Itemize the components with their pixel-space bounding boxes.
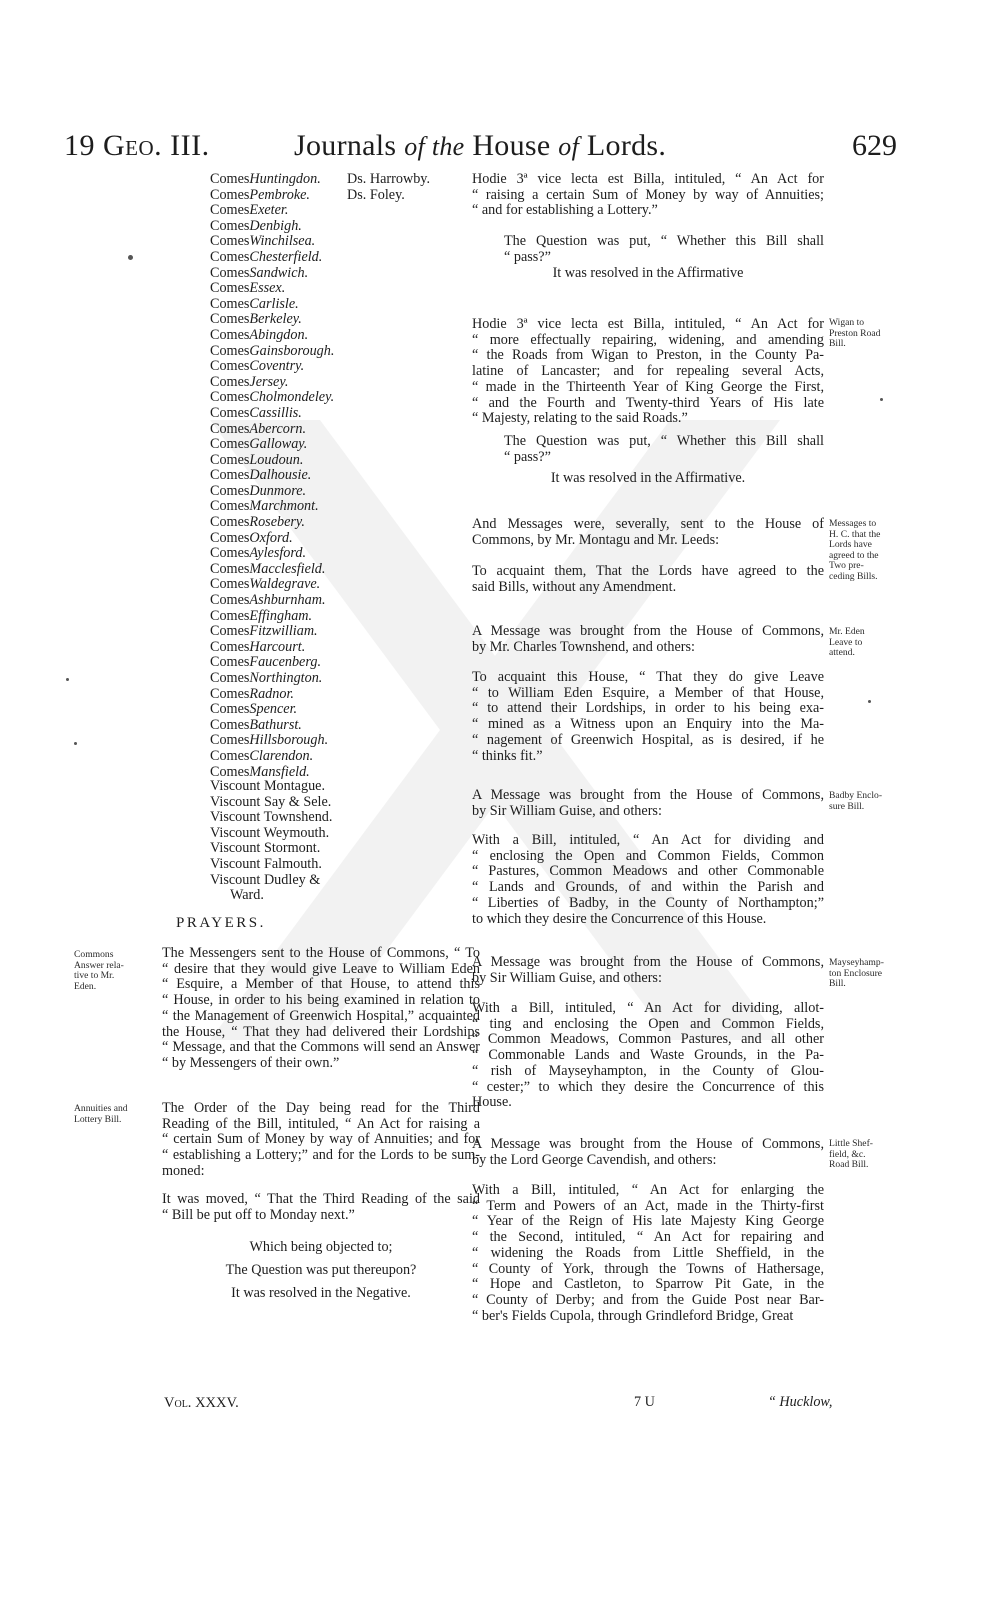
peer-name: Rosebery. bbox=[249, 514, 305, 531]
sheffield-bill-paragraph bbox=[472, 1183, 824, 1324]
peer-name: Montague. bbox=[263, 778, 326, 794]
peer-name: Ashburnham. bbox=[249, 592, 326, 609]
text-line: Preston Road bbox=[829, 327, 881, 339]
peer-name: Fitzwilliam. bbox=[249, 623, 318, 640]
text-line: The Order of the Day being read for the Third bbox=[162, 1100, 480, 1116]
text-line: agreed to the bbox=[829, 549, 879, 561]
text-line: “ Pastures, Common Meadows and other Commonable bbox=[472, 863, 824, 880]
peer-name: Aylesford. bbox=[249, 545, 307, 562]
peer-name: Abercorn. bbox=[249, 420, 307, 437]
signature-mark: 7 U bbox=[634, 1394, 655, 1410]
to-acquaint-paragraph bbox=[472, 564, 824, 595]
peer-name: Stormont. bbox=[263, 840, 321, 857]
peer-name: Carlisle. bbox=[249, 295, 299, 312]
text-line: by Sir William Guise, and others: bbox=[472, 802, 662, 819]
mays-bill-paragraph bbox=[472, 1001, 824, 1111]
text-line: Eden. bbox=[74, 980, 97, 992]
margin-note-badby bbox=[829, 791, 882, 812]
peer-rank: Viscount bbox=[210, 778, 264, 794]
earl-entry bbox=[210, 328, 334, 344]
text-line: To acquaint them, That the Lords have agreed to the bbox=[472, 563, 824, 579]
text-line: moned: bbox=[162, 1162, 205, 1179]
text-line: Mr. Eden bbox=[829, 626, 865, 637]
text-line: A Message was brought from the House of Commons, bbox=[472, 787, 824, 803]
text-line: “ to attend their Lordships, in order to his being exa- bbox=[472, 700, 824, 717]
question-thereupon-line: The Question was put thereupon? bbox=[225, 1262, 417, 1278]
text-line: Two pre- bbox=[829, 560, 864, 572]
text-line: With a Bill, intituled, “ An Act for dividing, allot- bbox=[472, 1000, 824, 1016]
earl-entry bbox=[210, 640, 334, 656]
earl-entry bbox=[210, 655, 334, 671]
text-line: Annuities and bbox=[74, 1103, 128, 1114]
text-line: Hodie 3ª vice lecta est Billa, intituled, “ An Act for bbox=[472, 316, 824, 332]
peer-rank: Comes bbox=[210, 654, 250, 671]
text-line: “ widening the Roads from Little Sheffield, in the bbox=[472, 1244, 824, 1261]
text-line: “ rish of Mayseyhampton, in the County of Glou- bbox=[472, 1062, 824, 1079]
peer-name: Townshend. bbox=[263, 809, 333, 826]
text-line: ceding Bills. bbox=[829, 570, 878, 582]
question-pass-2 bbox=[504, 434, 824, 465]
text-line: “ cester;” to which they desire the Concurrence of this bbox=[472, 1078, 824, 1095]
text-line: The Messengers sent to the House of Commons, “ To bbox=[162, 945, 480, 961]
earl-entry bbox=[210, 250, 334, 266]
peer-rank: Comes bbox=[210, 576, 250, 593]
text-line: “ to William Eden Esquire, a Member of that House, bbox=[472, 684, 824, 701]
text-line: “ Majesty, relating to the said Roads.” bbox=[472, 410, 688, 427]
text-line: “ the Management of Greenwich Hospital,” acquainted bbox=[162, 1007, 480, 1024]
peer-name: Coventry. bbox=[249, 358, 305, 375]
peer-rank: Comes bbox=[210, 404, 250, 421]
header-title: Journals of the House of Lords. bbox=[294, 129, 667, 162]
text-line: “ ting and enclosing the Open and Common Fields, bbox=[472, 1015, 824, 1032]
text-line: Bill. bbox=[829, 338, 846, 350]
peer-rank: Comes bbox=[210, 248, 250, 265]
message-sheffield-paragraph bbox=[472, 1137, 824, 1168]
viscount-entry-continued bbox=[210, 888, 332, 904]
text-line: by the Lord George Cavendish, and others: bbox=[472, 1151, 717, 1168]
message-eden-paragraph bbox=[472, 624, 824, 655]
earl-entry bbox=[210, 562, 334, 578]
text-line: Leave to bbox=[829, 636, 863, 648]
earl-entry bbox=[210, 281, 334, 297]
text-line: “ made in the Thirteenth Year of King George the First, bbox=[472, 378, 824, 395]
text-line: A Message was brought from the House of Commons, bbox=[472, 623, 824, 639]
viscount-entry bbox=[210, 826, 332, 842]
earl-entry bbox=[210, 515, 334, 531]
peer-name: Marchmont. bbox=[249, 498, 319, 515]
peer-rank: Viscount bbox=[210, 824, 264, 841]
peer-name: Essex. bbox=[249, 280, 286, 297]
earl-entry bbox=[210, 390, 334, 406]
text-line: Road Bill. bbox=[829, 1159, 869, 1171]
peer-name: Cholmondeley. bbox=[249, 389, 335, 406]
volume-label: Vol. XXXV. bbox=[164, 1395, 239, 1411]
earl-entry bbox=[210, 671, 334, 687]
margin-note-sheffield bbox=[829, 1139, 873, 1171]
ink-speck bbox=[74, 742, 77, 745]
margin-note-wigan bbox=[829, 318, 880, 350]
peer-rank: Comes bbox=[210, 685, 250, 702]
peer-name: Northington. bbox=[249, 670, 323, 686]
text-line: “ Commonable Lands and Waste Grounds, in the Pa- bbox=[472, 1047, 824, 1064]
peer-name: Clarendon. bbox=[249, 747, 314, 764]
text-line: “ and the Fourth and Twenty-third Years of His late bbox=[472, 394, 824, 411]
text-line: It was moved, “ That the Third Reading of the said bbox=[162, 1191, 480, 1207]
text-line: Commons, by Mr. Montagu and Mr. Leeds: bbox=[472, 531, 720, 548]
text-line: The Question was put, “ Whether this Bill shall bbox=[504, 433, 824, 449]
peer-rank: Comes bbox=[210, 529, 250, 546]
text-line: “ establishing a Lottery;” and for the Lords to be sum- bbox=[162, 1147, 480, 1164]
earl-entry bbox=[210, 188, 334, 204]
text-line: “ pass?” bbox=[504, 448, 551, 465]
peer-name: Macclesfield. bbox=[249, 560, 326, 577]
peer-rank: Comes bbox=[210, 732, 250, 749]
peer-rank: Comes bbox=[210, 716, 250, 733]
commons-answer-paragraph bbox=[162, 946, 480, 1072]
ink-speck bbox=[128, 255, 133, 260]
text-line: ton Enclosure bbox=[829, 967, 883, 979]
text-line: “ Bill be put off to Monday next.” bbox=[162, 1206, 355, 1223]
peer-rank: Comes bbox=[210, 342, 250, 359]
page-number: 629 bbox=[852, 129, 897, 162]
text-line: “ Common Meadows, Common Pastures, and all other bbox=[472, 1031, 824, 1048]
earl-entry bbox=[210, 375, 334, 391]
text-line: said Bills, without any Amendment. bbox=[472, 578, 677, 595]
margin-note-messages bbox=[829, 519, 880, 583]
text-line: “ certain Sum of Money by way of Annuities; and for bbox=[162, 1131, 480, 1148]
peer-rank: Comes bbox=[210, 482, 250, 499]
earl-entry bbox=[210, 344, 334, 360]
text-line: sure Bill. bbox=[829, 800, 865, 812]
peer-name: Hillsborough. bbox=[249, 732, 329, 749]
text-line: field, &c. bbox=[829, 1148, 866, 1160]
earl-entry bbox=[210, 437, 334, 453]
text-line: “ House, in order to his being examined in relation to bbox=[162, 992, 480, 1009]
earl-entry bbox=[210, 531, 334, 547]
barons-list bbox=[347, 172, 430, 203]
text-line: tive to Mr. bbox=[74, 970, 115, 982]
peer-rank: Comes bbox=[210, 233, 250, 250]
earl-entry bbox=[210, 546, 334, 562]
text-line: “ Message, and that the Commons will send an Answer bbox=[162, 1039, 480, 1056]
text-line: “ Liberties of Badby, in the County of Northampton;” bbox=[472, 894, 824, 911]
peer-rank: Viscount bbox=[210, 793, 264, 810]
peer-name-continued: Ward. bbox=[230, 887, 264, 904]
peer-name: Dudley & bbox=[263, 871, 321, 888]
question-pass-1 bbox=[504, 234, 824, 265]
peer-name: Chesterfield. bbox=[249, 248, 323, 265]
peer-name: Radnor. bbox=[249, 685, 294, 702]
peer-rank: Comes bbox=[210, 763, 250, 780]
text-line: A Message was brought from the House of Commons, bbox=[472, 1136, 824, 1152]
eden-leave-paragraph bbox=[472, 670, 824, 764]
earl-entry bbox=[210, 609, 334, 625]
earl-entry bbox=[210, 172, 334, 188]
peer-rank: Comes bbox=[210, 592, 250, 609]
peer-name: Dunmore. bbox=[249, 482, 307, 499]
text-line: “ more effectually repairing, widening, and amending bbox=[472, 331, 824, 348]
peer-rank: Comes bbox=[210, 358, 250, 375]
peer-name: Berkeley. bbox=[249, 311, 302, 328]
text-line: “ County of York, through the Towns of Hathersage, bbox=[472, 1260, 824, 1277]
text-line: Messages to bbox=[829, 518, 877, 529]
text-line: Little Shef- bbox=[829, 1138, 873, 1149]
peer-rank: Comes bbox=[210, 747, 250, 764]
text-line: Commons bbox=[74, 949, 114, 960]
peer-name: Falmouth. bbox=[263, 855, 322, 872]
margin-note-mays bbox=[829, 958, 884, 990]
earl-entry bbox=[210, 297, 334, 313]
peer-name: Effingham. bbox=[249, 607, 313, 624]
peer-name: Loudoun. bbox=[249, 451, 304, 468]
text-line: Badby Enclo- bbox=[829, 790, 883, 801]
message-mays-paragraph bbox=[472, 955, 824, 986]
text-line: Mayseyhamp- bbox=[829, 957, 884, 968]
message-badby-paragraph bbox=[472, 788, 824, 819]
peer-name: Spencer. bbox=[249, 701, 298, 718]
wigan-third-reading bbox=[472, 317, 824, 427]
catchword: “ Hucklow, bbox=[768, 1394, 833, 1410]
text-line: “ Esquire, a Member of that House, to attend this bbox=[162, 976, 480, 993]
earl-entry bbox=[210, 219, 334, 235]
peer-rank: Viscount bbox=[210, 871, 264, 888]
peer-name: Dalhousie. bbox=[249, 467, 312, 484]
earl-entry bbox=[210, 468, 334, 484]
peer-rank: Comes bbox=[210, 280, 250, 297]
earl-entry bbox=[210, 687, 334, 703]
earl-entry bbox=[210, 312, 334, 328]
text-line: House. bbox=[472, 1094, 512, 1111]
text-line: “ Hope and Castleton, to Sparrow Pit Gate, in the bbox=[472, 1276, 824, 1293]
peer-name: Weymouth. bbox=[263, 824, 330, 841]
text-line: “ nagement of Greenwich Hospital, as is desired, if he bbox=[472, 731, 824, 748]
text-line: “ raising a certain Sum of Money by way of Annuities; bbox=[472, 186, 824, 203]
text-line: “ the Roads from Wigan to Preston, in the County Pa- bbox=[472, 347, 824, 364]
resolved-affirmative-1: It was resolved in the Affirmative bbox=[552, 265, 744, 281]
peer-name: Mansfield. bbox=[249, 763, 310, 780]
peer-rank: Viscount bbox=[210, 840, 264, 857]
text-line: attend. bbox=[829, 647, 855, 659]
peer-rank: Comes bbox=[210, 373, 250, 390]
text-line: Bill. bbox=[829, 978, 846, 990]
peer-rank: Comes bbox=[210, 436, 250, 453]
peer-name: Cassillis. bbox=[249, 404, 302, 421]
text-line: “ the Second, intituled, “ An Act for repairing and bbox=[472, 1229, 824, 1246]
text-line: “ desire that they would give Leave to William Eden bbox=[162, 960, 480, 977]
moved-paragraph bbox=[162, 1192, 480, 1223]
prayers-heading: PRAYERS. bbox=[176, 915, 266, 931]
peer-name: Say & Sele. bbox=[263, 793, 332, 810]
text-line: “ ber's Fields Cupola, through Grindleford Bridge, Great bbox=[472, 1307, 794, 1324]
margin-note-eden bbox=[829, 627, 865, 659]
peer-name: Oxford. bbox=[249, 529, 293, 546]
peer-rank: Comes bbox=[210, 202, 250, 219]
text-line: “ Year of the Reign of His late Majesty King George bbox=[472, 1213, 824, 1230]
earl-entry bbox=[210, 453, 334, 469]
peer-rank: Comes bbox=[210, 545, 250, 562]
viscount-entry bbox=[210, 795, 332, 811]
peer-name: Bathurst. bbox=[249, 716, 302, 733]
peer-name: Gainsborough. bbox=[249, 342, 335, 359]
peer-rank: Comes bbox=[210, 295, 250, 312]
peer-rank: Comes bbox=[210, 514, 250, 531]
text-line: “ enclosing the Open and Common Fields, Common bbox=[472, 847, 824, 864]
viscount-entry bbox=[210, 873, 332, 889]
text-line: to which they desire the Concurrence of this House. bbox=[472, 910, 767, 927]
peer-rank: Comes bbox=[210, 326, 250, 343]
earl-entry bbox=[210, 484, 334, 500]
peer-rank: Comes bbox=[210, 467, 250, 484]
resolved-negative-line: It was resolved in the Negative. bbox=[231, 1285, 411, 1301]
peer-rank: Comes bbox=[210, 217, 250, 234]
baron-entry: Ds. Foley. bbox=[347, 186, 405, 203]
text-line: Hodie 3ª vice lecta est Billa, intituled, “ An Act for bbox=[472, 171, 824, 187]
earl-entry bbox=[210, 406, 334, 422]
earls-list bbox=[210, 172, 334, 780]
peer-name: Waldegrave. bbox=[249, 576, 321, 593]
text-line: Wigan to bbox=[829, 317, 865, 328]
peer-name: Pembroke. bbox=[249, 186, 310, 203]
peer-rank: Comes bbox=[210, 623, 250, 640]
baron-entry: Ds. Harrowby. bbox=[347, 171, 431, 187]
peer-name: Abingdon. bbox=[249, 326, 309, 343]
margin-note-annuities bbox=[74, 1104, 128, 1125]
earl-entry bbox=[210, 593, 334, 609]
peer-rank: Viscount bbox=[210, 855, 264, 872]
text-line: “ and for establishing a Lottery.” bbox=[472, 202, 658, 219]
viscount-entry bbox=[210, 857, 332, 873]
peer-name: Galloway. bbox=[249, 436, 308, 453]
lottery-third-reading bbox=[472, 172, 824, 219]
viscount-entry bbox=[210, 779, 332, 795]
text-line: by Sir William Guise, and others: bbox=[472, 969, 662, 986]
peer-name: Jersey. bbox=[249, 373, 289, 390]
earl-entry bbox=[210, 702, 334, 718]
earl-entry bbox=[210, 203, 334, 219]
peer-rank: Comes bbox=[210, 701, 250, 718]
earl-entry bbox=[210, 499, 334, 515]
text-line: “ thinks fit.” bbox=[472, 747, 543, 764]
earl-entry bbox=[210, 749, 334, 765]
ink-speck bbox=[66, 678, 69, 681]
peer-rank: Viscount bbox=[210, 809, 264, 826]
text-line: “ mined as a Witness upon an Enquiry into the Ma- bbox=[472, 716, 824, 733]
peer-rank: Comes bbox=[210, 638, 250, 655]
text-line: The Question was put, “ Whether this Bill shall bbox=[504, 233, 824, 249]
peer-rank: Comes bbox=[210, 451, 250, 468]
peer-name: Harcourt. bbox=[249, 638, 306, 655]
text-line: “ pass?” bbox=[504, 248, 551, 265]
badby-bill-paragraph bbox=[472, 833, 824, 927]
peer-name: Sandwich. bbox=[249, 264, 309, 281]
text-line: latine of Lancaster; and for repealing several Acts, bbox=[472, 363, 824, 380]
peer-rank: Comes bbox=[210, 498, 250, 515]
text-line: “ Term and Powers of an Act, made in the Thirty-first bbox=[472, 1197, 824, 1214]
peer-name: Faucenberg. bbox=[249, 654, 321, 671]
margin-note-commons-answer bbox=[74, 950, 124, 992]
text-line: Answer rela- bbox=[74, 959, 124, 971]
text-line: “ Lands and Grounds, of and within the Parish and bbox=[472, 879, 824, 896]
text-line: Lords have bbox=[829, 539, 872, 551]
peer-rank: Comes bbox=[210, 389, 250, 406]
earl-entry bbox=[210, 718, 334, 734]
earl-entry bbox=[210, 733, 334, 749]
text-line: With a Bill, intituled, “ An Act for dividing and bbox=[472, 832, 824, 848]
earl-entry bbox=[210, 422, 334, 438]
peer-rank: Comes bbox=[210, 607, 250, 624]
peer-rank: Comes bbox=[210, 311, 250, 328]
text-line: With a Bill, intituled, “ An Act for enlarging the bbox=[472, 1182, 824, 1198]
earl-entry bbox=[210, 577, 334, 593]
earl-entry bbox=[210, 359, 334, 375]
peer-rank: Comes bbox=[210, 171, 250, 187]
peer-rank: Comes bbox=[210, 560, 250, 577]
peer-rank: Comes bbox=[210, 420, 250, 437]
text-line: the House, “ That they had delivered their Lordships bbox=[162, 1023, 480, 1040]
earl-entry bbox=[210, 266, 334, 282]
text-line: And Messages were, severally, sent to the House of bbox=[472, 516, 824, 532]
earl-entry bbox=[210, 624, 334, 640]
viscounts-list bbox=[210, 779, 332, 904]
viscount-entry bbox=[210, 810, 332, 826]
objected-line: Which being objected to; bbox=[249, 1239, 393, 1255]
peer-name: Exeter. bbox=[249, 202, 289, 219]
viscount-entry bbox=[210, 841, 332, 857]
text-line: A Message was brought from the House of Commons, bbox=[472, 954, 824, 970]
text-line: Lottery Bill. bbox=[74, 1113, 122, 1125]
messages-sent-paragraph bbox=[472, 517, 824, 548]
ink-speck bbox=[868, 700, 871, 703]
text-line: by Mr. Charles Townshend, and others: bbox=[472, 638, 695, 655]
peer-name: Huntingdon. bbox=[249, 171, 321, 187]
resolved-affirmative-2: It was resolved in the Affirmative. bbox=[550, 470, 746, 486]
header-regnal-year: 19 Geo. III. bbox=[64, 129, 210, 162]
peer-rank: Comes bbox=[210, 670, 250, 686]
ink-speck bbox=[880, 398, 883, 401]
text-line: “ County of Derby; and from the Guide Post near Bar- bbox=[472, 1291, 824, 1308]
peer-rank: Comes bbox=[210, 264, 250, 281]
text-line: H. C. that the bbox=[829, 528, 881, 540]
text-line: “ by Messengers of their own.” bbox=[162, 1054, 340, 1071]
order-of-day-paragraph bbox=[162, 1101, 480, 1180]
peer-name: Winchilsea. bbox=[249, 233, 316, 250]
earl-entry bbox=[210, 234, 334, 250]
text-line: Reading of the Bill, intituled, “ An Act for raising a bbox=[162, 1115, 480, 1132]
peer-name: Denbigh. bbox=[249, 217, 302, 234]
text-line: To acquaint this House, “ That they do give Leave bbox=[472, 669, 824, 685]
peer-rank: Comes bbox=[210, 186, 250, 203]
